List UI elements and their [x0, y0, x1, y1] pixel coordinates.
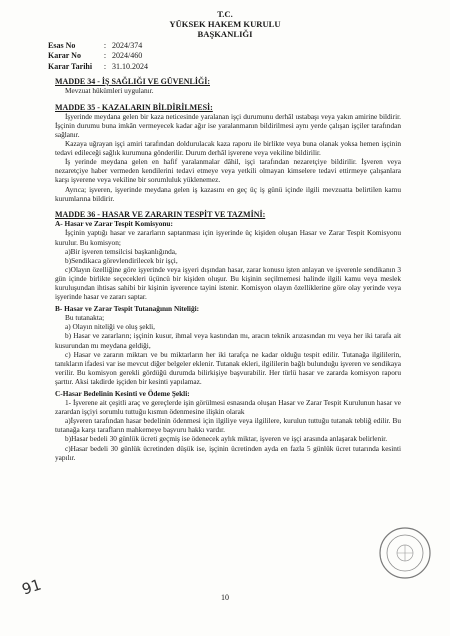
article-34-text: Mevzuat hükümleri uygulanır.	[65, 86, 154, 96]
section-a-title: A- Hasar ve Zarar Tespit Komisyonu:	[55, 219, 173, 229]
article-35-title: MADDE 35 - KAZALARIN BİLDİRİLMESİ:	[55, 102, 213, 112]
section-b-intro: Bu tutanakta;	[65, 313, 105, 323]
article-36-title: MADDE 36 - HASAR VE ZARARIN TESPİT VE TAZMİNİ:	[55, 210, 266, 220]
header-institution: YÜKSEK HAKEM KURULU	[169, 19, 281, 29]
section-c-item: a)İşveren tarafından hasar bedelinin ödenmesi için ilgiliye veya ilgililere, kurulun tuttuğu tutanak tebliğ edilir. Bu tutanağa karşı tarafların mahkemeye başvuru hakkı vardır.	[55, 416, 401, 435]
meta-colon: :	[103, 51, 107, 61]
section-b-item: b) Hasar ve zararların; işçinin kusur, ihmal veya kastından mı, aracın teknik arızasından mı veya her iki tarafa ait kusurundan mı meydana geldiği,	[55, 331, 401, 350]
article-35-paragraph: İş yerinde meydana gelen en hafif yaralanmalar dâhil, işçi tarafından nezaretçiye bildirilir. İşveren veya nezaretçiye haber vermeden kendilerini tedavi etmeye veya yetkili olmayan kimselere tedavi ettirmeye çalışanlara karşı işverene veya vekiline bir sorumluluk yüklenemez.	[55, 157, 401, 185]
page-number: 10	[221, 593, 229, 602]
meta-row-karar	[48, 51, 148, 61]
meta-row-esas	[48, 41, 148, 51]
section-b-item: c) Hasar ve zararın miktarı ve bu miktarların her iki tarafça ne kadar olduğu tespit edilir. Tutanağa ilgililerin, tanıkların ifadesi var ise mevcut diğer belgeler eklenir. Tutanak ekleri, ilgililerin bağlı bulunduğu işveren ve sendikaya verilir. Bu komisyon gerekli gördüğü durumda bilirkişiye başvurabilir. Her türlü hasar ve zararda komisyon raporu şarttır. Aksi takdirde işçiden bir kesinti yapılamaz.	[55, 349, 401, 386]
section-b-item: a) Olayın niteliği ve oluş şekli,	[65, 322, 155, 332]
meta-value: 2024/374	[112, 41, 143, 50]
article-35-paragraph: İşyerinde meydana gelen bir kaza neticesinde yaralanan işçi durumunu derhâl ustabaşı veya yakın amirine bildirir. İşçinin durumu buna imkân vermeyecek kadar ağır ise yaralanmanın bildirilmesi aynı yerde çalışan işçiler tarafından sağlanır.	[55, 111, 401, 139]
section-c-item: c)Hasar bedeli 30 günlük ücretinden düşük ise, işçinin ücretinden ayda en fazla 5 günlük ücret tutarında kesinti yapılır.	[55, 443, 401, 462]
meta-value: 2024/460	[112, 51, 143, 61]
article-35-paragraph: Ayrıca; işveren, işyerinde meydana gelen iş kazasını en geç üç iş günü içinde ilgili mevzuatta belirtilen kamu kurumlarına bildirir.	[55, 184, 401, 203]
section-a-item: c)Olayın özelliğine göre işyerinde veya işyeri dışından hasar, zarar konusu işten anlayan ve işverenle sendikanın 3 gün içinde birlikte seçecekleri üçüncü bir kişiden oluşur. Bu kişinin seçilmemesi halinde ilgili kamu veya meslek kuruluşundan ihtisas sahibi bir kişinin işverence tayini istenir. Komisyon olayın özelliklerine göre olay yerinde veya işyerinde hasar ve zararı saptar.	[55, 264, 401, 302]
meta-key: Karar No	[48, 51, 81, 61]
section-c-paragraph: 1- İşverene ait çeşitli araç ve gereçlerde işin görülmesi esnasında oluşan Hasar ve Zarar Tespit Kurulunun hasar ve zarardan işçiyi sorumlu tuttuğu kısmın ödenmesine ilişkin olarak	[55, 398, 401, 417]
header-tc: T.C.	[217, 9, 233, 19]
document-body	[55, 77, 401, 462]
header-department: BAŞKANLIĞI	[197, 29, 253, 39]
official-seal-stamp	[378, 526, 432, 580]
section-a-item: b)Sendikaca görevlendirilecek bir işçi,	[65, 255, 178, 265]
case-metadata	[48, 41, 148, 72]
article-34-title: MADDE 34 - İŞ SAĞLIĞI VE GÜVENLİĞİ:	[55, 77, 210, 86]
meta-key: Karar Tarihi	[48, 61, 93, 71]
section-a-paragraph: İşçinin yaptığı hasar ve zararların saptanması için işyerinde üç kişiden oluşan Hasar ve Zarar Tespit Komisyonu kurulur. Bu komisyon;	[55, 228, 401, 247]
section-a-item: a)Bir işveren temsilcisi başkanlığında,	[65, 246, 177, 256]
meta-key: Esas No	[48, 41, 76, 50]
meta-row-tarih	[48, 62, 148, 72]
section-c-item: b)Hasar bedeli 30 günlük ücreti geçmiş ise ödenecek aylık miktar, işveren ve işçi arasında anlaşarak belirlenir.	[65, 434, 388, 444]
section-c-title: C-Hasar Bedelinin Kesinti ve Ödeme Şekli:	[55, 389, 190, 398]
section-b-title: B- Hasar ve Zarar Tespit Tutanağının Niteliği:	[55, 304, 200, 314]
meta-colon: :	[103, 41, 107, 50]
handwritten-initials: 91	[19, 575, 44, 599]
meta-value: 31.10.2024	[112, 61, 148, 71]
meta-colon: :	[103, 61, 107, 71]
article-35-paragraph: Kazaya uğrayan işçi amiri tarafından doldurulacak kaza raporu ile birlikte veya buna olanak yoksa hemen işçinin tedavi edileceği sağlık kurumuna gönderilir. Durum derhâl işverene veya vekiline bildirilir.	[55, 139, 401, 158]
